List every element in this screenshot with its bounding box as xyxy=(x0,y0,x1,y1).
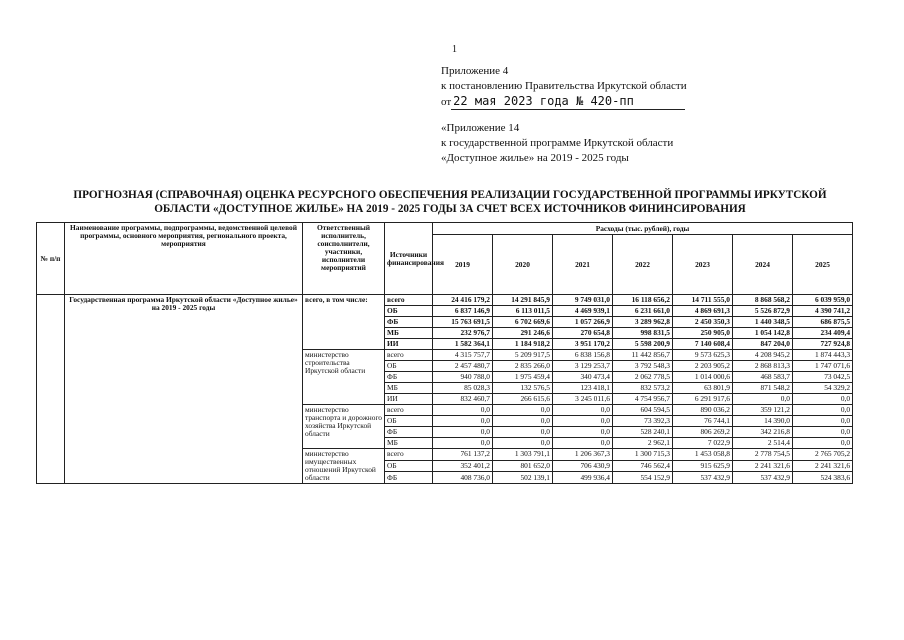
appendix-header xyxy=(441,64,687,110)
value-cell: 85 028,3 xyxy=(433,383,493,394)
value-cell: 1 975 459,4 xyxy=(493,372,553,383)
value-cell: 1 440 348,5 xyxy=(733,317,793,328)
source-cell: ФБ xyxy=(385,427,433,438)
value-cell: 291 246,6 xyxy=(493,328,553,339)
value-cell: 0,0 xyxy=(433,427,493,438)
header-num: № п/п xyxy=(37,223,65,295)
value-cell: 890 036,2 xyxy=(673,405,733,416)
value-cell: 998 831,5 xyxy=(613,328,673,339)
value-cell: 3 289 962,8 xyxy=(613,317,673,328)
appendix-line1: Приложение 4 xyxy=(441,65,509,77)
value-cell: 4 869 691,3 xyxy=(673,306,733,317)
value-cell: 6 231 661,0 xyxy=(613,306,673,317)
value-cell: 4 469 939,1 xyxy=(553,306,613,317)
source-cell: ИИ xyxy=(385,394,433,405)
value-cell: 0,0 xyxy=(793,438,853,449)
source-cell: всего xyxy=(385,295,433,306)
value-cell: 1 206 367,3 xyxy=(553,449,613,461)
value-cell: 0,0 xyxy=(493,416,553,427)
value-cell: 5 209 917,5 xyxy=(493,350,553,361)
value-cell: 801 652,0 xyxy=(493,460,553,472)
value-cell: 2 778 754,5 xyxy=(733,449,793,461)
value-cell: 1 054 142,8 xyxy=(733,328,793,339)
value-cell: 0,0 xyxy=(433,405,493,416)
value-cell: 14 711 555,0 xyxy=(673,295,733,306)
value-cell: 2 835 266,0 xyxy=(493,361,553,372)
value-cell: 832 573,2 xyxy=(613,383,673,394)
page-number: 1 xyxy=(452,44,457,55)
value-cell: 123 418,1 xyxy=(553,383,613,394)
value-cell: 3 951 170,2 xyxy=(553,339,613,350)
source-cell: всего xyxy=(385,405,433,416)
value-cell: 2 765 705,2 xyxy=(793,449,853,461)
value-cell: 340 473,4 xyxy=(553,372,613,383)
value-cell: 4 390 741,2 xyxy=(793,306,853,317)
title-line2: ОБЛАСТИ «ДОСТУПНОЕ ЖИЛЬЕ» НА 2019 - 2025 ГОДЫ ЗА СЧЕТ ВСЕХ ИСТОЧНИКОВ ФИНИНСИРОВАНИЯ xyxy=(154,203,746,215)
source-cell: ФБ xyxy=(385,372,433,383)
value-cell: 915 625,9 xyxy=(673,460,733,472)
value-cell: 63 801,9 xyxy=(673,383,733,394)
source-cell: ОБ xyxy=(385,460,433,472)
value-cell: 2 241 321,6 xyxy=(733,460,793,472)
value-cell: 408 736,0 xyxy=(433,472,493,484)
value-cell: 727 924,8 xyxy=(793,339,853,350)
header-year: 2021 xyxy=(553,235,613,295)
value-cell: 3 129 253,7 xyxy=(553,361,613,372)
value-cell: 0,0 xyxy=(553,405,613,416)
date-prefix: от xyxy=(441,96,452,108)
value-cell: 806 269,2 xyxy=(673,427,733,438)
value-cell: 9 749 031,0 xyxy=(553,295,613,306)
value-cell: 14 291 845,9 xyxy=(493,295,553,306)
value-cell: 3 245 011,6 xyxy=(553,394,613,405)
value-cell: 11 442 856,7 xyxy=(613,350,673,361)
executor-cell: министерство имущественных отношений Иркутской области xyxy=(303,449,385,484)
value-cell: 15 763 691,5 xyxy=(433,317,493,328)
value-cell: 4 754 956,7 xyxy=(613,394,673,405)
value-cell: 1 300 715,3 xyxy=(613,449,673,461)
value-cell: 54 329,2 xyxy=(793,383,853,394)
value-cell: 7 022,9 xyxy=(673,438,733,449)
value-cell: 2 457 480,7 xyxy=(433,361,493,372)
header-executor: Ответственный исполнитель, соисполнители, участники, исполнители мероприятий xyxy=(303,223,385,295)
value-cell: 14 390,0 xyxy=(733,416,793,427)
value-cell: 832 460,7 xyxy=(433,394,493,405)
value-cell: 1 582 364,1 xyxy=(433,339,493,350)
value-cell: 604 594,5 xyxy=(613,405,673,416)
source-cell: МБ xyxy=(385,328,433,339)
value-cell: 9 573 625,3 xyxy=(673,350,733,361)
value-cell: 1 303 791,1 xyxy=(493,449,553,461)
header-year: 2022 xyxy=(613,235,673,295)
source-cell: ОБ xyxy=(385,361,433,372)
header-expenses: Расходы (тыс. рублей), годы xyxy=(433,223,853,235)
value-cell: 847 204,0 xyxy=(733,339,793,350)
value-cell: 4 315 757,7 xyxy=(433,350,493,361)
value-cell: 6 291 917,6 xyxy=(673,394,733,405)
executor-cell: министерство строительства Иркутской области xyxy=(303,350,385,405)
appendix-date-line xyxy=(441,94,687,110)
row-number-cell xyxy=(37,295,65,484)
value-cell: 554 152,9 xyxy=(613,472,673,484)
value-cell: 16 118 656,2 xyxy=(613,295,673,306)
value-cell: 940 788,0 xyxy=(433,372,493,383)
value-cell: 0,0 xyxy=(793,416,853,427)
value-cell: 6 113 011,5 xyxy=(493,306,553,317)
value-cell: 234 409,4 xyxy=(793,328,853,339)
value-cell: 0,0 xyxy=(553,438,613,449)
value-cell: 24 416 179,2 xyxy=(433,295,493,306)
value-cell: 7 140 608,4 xyxy=(673,339,733,350)
value-cell: 0,0 xyxy=(793,427,853,438)
value-cell: 746 562,4 xyxy=(613,460,673,472)
value-cell: 6 039 959,0 xyxy=(793,295,853,306)
value-cell: 0,0 xyxy=(433,416,493,427)
value-cell: 6 837 146,9 xyxy=(433,306,493,317)
executor-cell: министерство транспорта и дорожного хозяйства Иркутской области xyxy=(303,405,385,449)
value-cell: 0,0 xyxy=(793,405,853,416)
value-cell: 1 874 443,3 xyxy=(793,350,853,361)
source-cell: ФБ xyxy=(385,317,433,328)
value-cell: 250 905,0 xyxy=(673,328,733,339)
value-cell: 1 747 071,6 xyxy=(793,361,853,372)
value-cell: 537 432,9 xyxy=(733,472,793,484)
value-cell: 2 062 778,5 xyxy=(613,372,673,383)
value-cell: 352 401,2 xyxy=(433,460,493,472)
source-cell: ФБ xyxy=(385,472,433,484)
header-year: 2025 xyxy=(793,235,853,295)
appendix14-line1: «Приложение 14 xyxy=(441,122,520,134)
appendix14-header xyxy=(441,121,673,166)
source-cell: ИИ xyxy=(385,339,433,350)
source-cell: всего xyxy=(385,350,433,361)
value-cell: 4 208 945,2 xyxy=(733,350,793,361)
appendix14-line3: «Доступное жилье» на 2019 - 2025 годы xyxy=(441,152,629,164)
header-year: 2019 xyxy=(433,235,493,295)
value-cell: 1 057 266,9 xyxy=(553,317,613,328)
value-cell: 1 184 918,2 xyxy=(493,339,553,350)
value-cell: 0,0 xyxy=(733,394,793,405)
document-title xyxy=(50,188,850,216)
value-cell: 686 875,5 xyxy=(793,317,853,328)
value-cell: 232 976,7 xyxy=(433,328,493,339)
header-source: Источники финансирования xyxy=(385,223,433,295)
appendix14-line2: к государственной программе Иркутской области xyxy=(441,137,674,149)
value-cell: 871 548,2 xyxy=(733,383,793,394)
value-cell: 2 962,1 xyxy=(613,438,673,449)
value-cell: 468 583,7 xyxy=(733,372,793,383)
value-cell: 2 203 905,2 xyxy=(673,361,733,372)
header-year: 2024 xyxy=(733,235,793,295)
value-cell: 0,0 xyxy=(553,416,613,427)
executor-cell: всего, в том числе: xyxy=(303,295,385,350)
value-cell: 342 216,8 xyxy=(733,427,793,438)
header-year: 2020 xyxy=(493,235,553,295)
header-name: Наименование программы, подпрограммы, ведомственной целевой программы, основного мероприятия, регионального проекта, мероприятия xyxy=(65,223,303,295)
value-cell: 0,0 xyxy=(433,438,493,449)
value-cell: 499 936,4 xyxy=(553,472,613,484)
value-cell: 5 598 200,9 xyxy=(613,339,673,350)
value-cell: 76 744,1 xyxy=(673,416,733,427)
value-cell: 1 453 058,8 xyxy=(673,449,733,461)
value-cell: 266 615,6 xyxy=(493,394,553,405)
value-cell: 270 654,8 xyxy=(553,328,613,339)
value-cell: 2 514,4 xyxy=(733,438,793,449)
value-cell: 5 526 872,9 xyxy=(733,306,793,317)
value-cell: 537 432,9 xyxy=(673,472,733,484)
value-cell: 528 240,1 xyxy=(613,427,673,438)
source-cell: МБ xyxy=(385,383,433,394)
value-cell: 0,0 xyxy=(493,438,553,449)
value-cell: 132 576,5 xyxy=(493,383,553,394)
value-cell: 3 792 548,3 xyxy=(613,361,673,372)
value-cell: 706 430,9 xyxy=(553,460,613,472)
value-cell: 0,0 xyxy=(493,405,553,416)
source-cell: МБ xyxy=(385,438,433,449)
value-cell: 359 121,2 xyxy=(733,405,793,416)
table-body xyxy=(37,295,853,484)
value-cell: 2 450 350,3 xyxy=(673,317,733,328)
value-cell: 73 042,5 xyxy=(793,372,853,383)
program-name-cell: Государственная программа Иркутской области «Доступное жилье» на 2019 - 2025 годы xyxy=(65,295,303,484)
appendix-line2: к постановлению Правительства Иркутской области xyxy=(441,80,687,92)
date-typed: 22 мая 2023 года № 420-пп xyxy=(451,94,685,110)
value-cell: 524 383,6 xyxy=(793,472,853,484)
value-cell: 0,0 xyxy=(493,427,553,438)
header-year: 2023 xyxy=(673,235,733,295)
value-cell: 6 702 669,6 xyxy=(493,317,553,328)
source-cell: всего xyxy=(385,449,433,461)
value-cell: 761 137,2 xyxy=(433,449,493,461)
value-cell: 0,0 xyxy=(793,394,853,405)
value-cell: 2 241 321,6 xyxy=(793,460,853,472)
value-cell: 8 868 568,2 xyxy=(733,295,793,306)
value-cell: 0,0 xyxy=(553,427,613,438)
title-line1: ПРОГНОЗНАЯ (СПРАВОЧНАЯ) ОЦЕНКА РЕСУРСНОГО ОБЕСПЕЧЕНИЯ РЕАЛИЗАЦИИ ГОСУДАРСТВЕННОЙ ПРОГРАММЫ ИРКУТСКОЙ xyxy=(73,189,827,201)
value-cell: 73 392,3 xyxy=(613,416,673,427)
source-cell: ОБ xyxy=(385,416,433,427)
resource-table xyxy=(36,222,853,484)
value-cell: 1 014 000,6 xyxy=(673,372,733,383)
value-cell: 2 868 813,3 xyxy=(733,361,793,372)
source-cell: ОБ xyxy=(385,306,433,317)
value-cell: 6 838 156,8 xyxy=(553,350,613,361)
value-cell: 502 139,1 xyxy=(493,472,553,484)
table-row xyxy=(37,295,853,306)
